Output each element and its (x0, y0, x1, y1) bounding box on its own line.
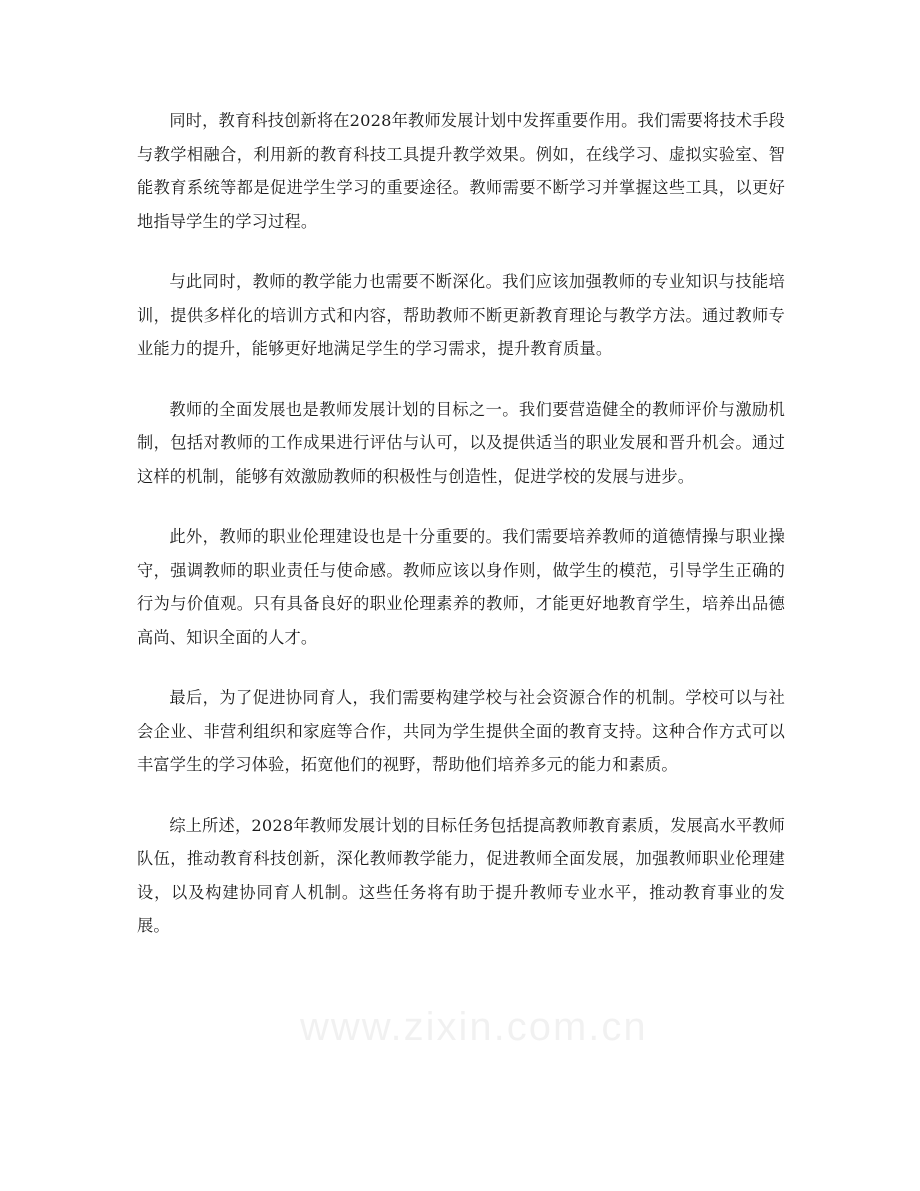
paragraph-summary: 综上所述，2028年教师发展计划的目标任务包括提高教师教育素质，发展高水平教师队伍，推动教育科技创新，深化教师教学能力，促进教师全面发展，加强教师职业伦理建设，以及构建协同育人机制。这些任务将有助于提升教师专业水平，推动教育事业的发展。 (137, 815, 785, 935)
watermark: www.zixin.com.cn (300, 1005, 648, 1049)
paragraph-collaborative-education: 最后，为了促进协同育人，我们需要构建学校与社会资源合作的机制。学校可以与社会企业、非营利组织和家庭等合作，共同为学生提供全面的教育支持。这种合作方式可以丰富学生的学习体验，拓宽他们的视野，帮助他们培养多元的能力和素质。 (137, 688, 785, 774)
paragraph-professional-ethics: 此外，教师的职业伦理建设也是十分重要的。我们需要培养教师的道德情操与职业操守，强调教师的职业责任与使命感。教师应该以身作则，做学生的模范，引导学生正确的行为与价值观。只有具备良好的职业伦理素养的教师，才能更好地教育学生，培养出品德高尚、知识全面的人才。 (137, 527, 785, 647)
document-body (137, 104, 785, 970)
paragraph-teaching-ability: 与此同时，教师的教学能力也需要不断深化。我们应该加强教师的专业知识与技能培训，提供多样化的培训方式和内容，帮助教师不断更新教育理论与教学方法。通过教师专业能力的提升，能够更好地满足学生的学习需求，提升教育质量。 (137, 272, 785, 358)
paragraph-holistic-development: 教师的全面发展也是教师发展计划的目标之一。我们要营造健全的教师评价与激励机制，包括对教师的工作成果进行评估与认可，以及提供适当的职业发展和晋升机会。通过这样的机制，能够有效激励教师的积极性与创造性，促进学校的发展与进步。 (137, 399, 785, 486)
paragraph-edtech-innovation: 同时，教育科技创新将在2028年教师发展计划中发挥重要作用。我们需要将技术手段与教学相融合，利用新的教育科技工具提升教学效果。例如，在线学习、虚拟实验室、智能教育系统等都是促进学生学习的重要途径。教师需要不断学习并掌握这些工具，以更好地指导学生的学习过程。 (137, 111, 785, 231)
